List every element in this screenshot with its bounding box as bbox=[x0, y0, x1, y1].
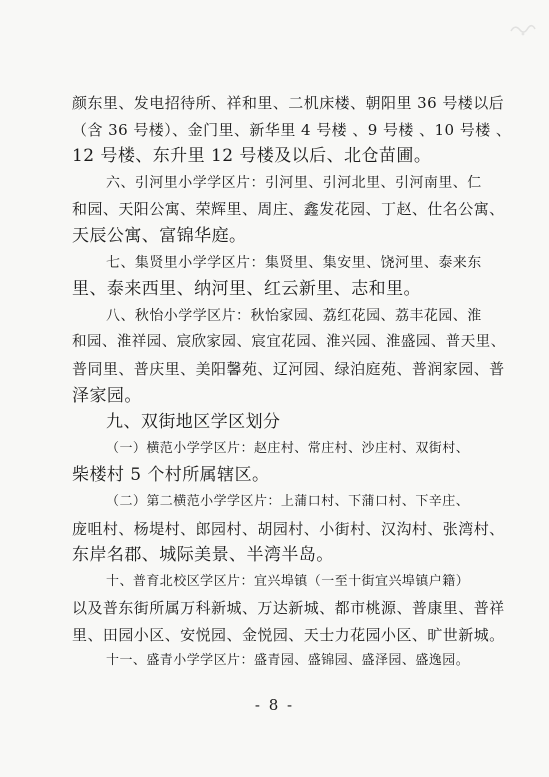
text-line: 普同里、普庆里、美阳馨苑、辽河园、绿泊庭苑、普润家园、普 bbox=[72, 359, 505, 378]
text-line: 和园、天阳公寓、荣辉里、周庄、鑫发花园、丁赵、仕名公寓、 bbox=[72, 200, 505, 219]
text-line: （二）第二横范小学学区片：上蒲口村、下蒲口村、下辛庄、 bbox=[106, 493, 470, 509]
text-line: 柴楼村 5 个村所属辖区。 bbox=[72, 465, 270, 486]
text-line: 颜东里、发电招待所、祥和里、二机床楼、朝阳里 36 号楼以后 bbox=[72, 94, 505, 112]
page-number: - 8 - bbox=[254, 696, 295, 714]
text-line: 里、田园小区、安悦园、金悦园、天士力花园小区、旷世新城。 bbox=[72, 625, 505, 644]
text-line: 八、秋怡小学学区片：秋怡家园、荔红花园、荔丰花园、淮 bbox=[106, 307, 482, 324]
text-line: 十一、盛青小学学区片：盛青园、盛锦园、盛泽园、盛逸园。 bbox=[106, 653, 470, 669]
text-line: 九、双街地区学区划分 bbox=[106, 412, 281, 433]
text-line: 十、普育北校区学区片：宜兴埠镇（一至十街宜兴埠镇户籍） bbox=[106, 573, 470, 589]
body-text bbox=[72, 90, 512, 675]
text-line: 六、引河里小学学区片：引河里、引河北里、引河南里、仁 bbox=[106, 174, 482, 191]
text-line: 七、集贤里小学学区片：集贤里、集安里、饶河里、泰来东 bbox=[106, 254, 482, 271]
watermark-logo-icon bbox=[509, 22, 537, 38]
text-line: 泽家园。 bbox=[72, 385, 142, 406]
text-line: 12 号楼、东升里 12 号楼及以后、北仓苗圃。 bbox=[72, 146, 432, 167]
text-line: （含 36 号楼）、金门里、新华里 4 号楼 、9 号楼 、10 号楼 、 bbox=[72, 120, 512, 139]
text-line: 以及普东街所属万科新城、万达新城、都市桃源、普康里、普祥 bbox=[72, 599, 505, 618]
text-line: 和园、淮祥园、宸欣家园、宸宜花园、淮兴园、淮盛园、普天里、 bbox=[72, 334, 506, 351]
text-line: 庞咀村、杨堤村、郎园村、胡园村、小街村、汉沟村、张湾村、 bbox=[72, 519, 505, 538]
text-line: （一）横范小学学区片：赵庄村、常庄村、沙庄村、双街村、 bbox=[106, 440, 470, 456]
text-line: 天辰公寓、富锦华庭。 bbox=[72, 225, 247, 246]
text-line: 里、泰来西里、纳河里、红云新里、志和里。 bbox=[72, 279, 421, 300]
text-line: 东岸名郡、城际美景、半湾半岛。 bbox=[72, 545, 334, 566]
